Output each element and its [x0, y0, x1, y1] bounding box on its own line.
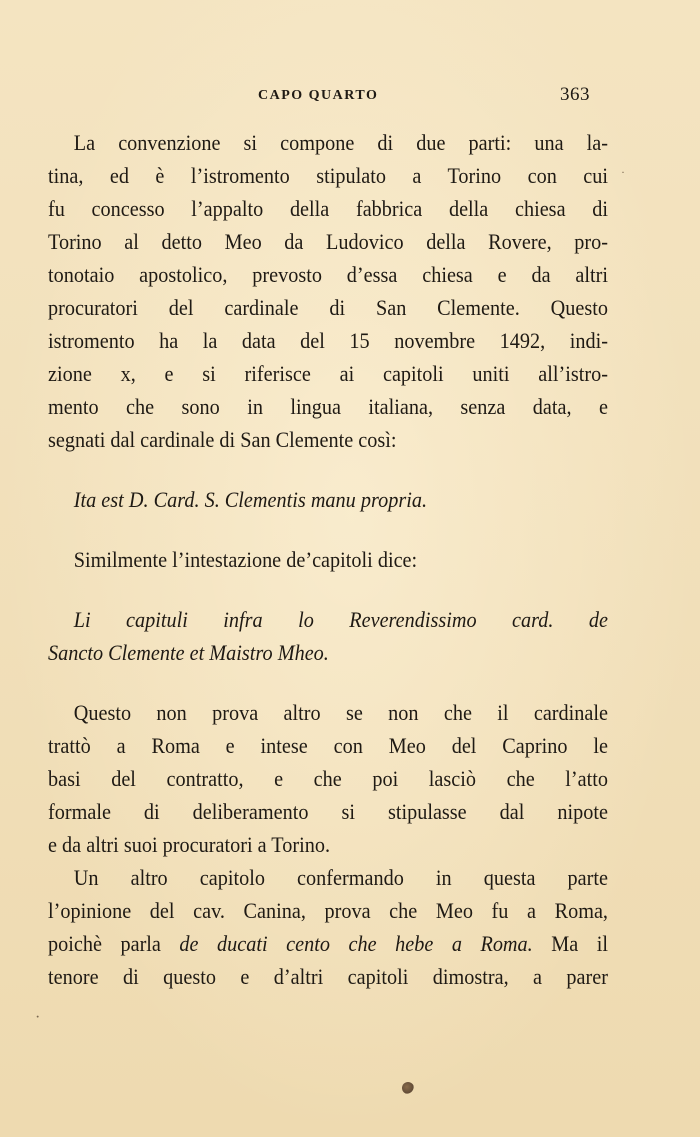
spacing [48, 516, 608, 543]
page-content [48, 126, 608, 993]
spacing [48, 576, 608, 603]
margin-dot-right: · [621, 165, 625, 179]
spacing [48, 456, 608, 483]
spacing [48, 669, 608, 696]
ink-spot [402, 1082, 414, 1094]
text-line: Un altro capitolo confermando in questa parte [73, 865, 608, 890]
paragraph-2 [48, 543, 608, 576]
text-line: istromento ha la data del 15 novembre 1492, indi- [48, 328, 608, 353]
text-line: mento che sono in lingua italiana, senza data, e [48, 394, 608, 419]
page-header [0, 84, 700, 112]
text-segment: Ma il [532, 931, 609, 956]
text-line: La convenzione si compone di due parti: una la- [73, 130, 608, 155]
running-head: CAPO QUARTO [258, 88, 379, 103]
paragraph-4 [48, 861, 608, 993]
text-line: e da altri suoi procuratori a Torino. [48, 832, 331, 857]
quote-line: Li capituli infra lo Reverendissimo card. de [73, 607, 608, 632]
text-line: Questo non prova altro se non che il cardinale [73, 700, 608, 725]
paragraph-1 [48, 126, 608, 456]
quote-2 [48, 603, 608, 669]
text-segment: poichè parla [48, 931, 180, 956]
text-line: segnati dal cardinale di San Clemente così: [48, 427, 397, 452]
text-line: tonotaio apostolico, prevosto d’essa chiesa e da altri [48, 262, 608, 287]
text-line [48, 927, 608, 960]
text-line: trattò a Roma e intese con Meo del Caprino le [48, 733, 608, 758]
quote-1 [48, 483, 608, 516]
text-line: procuratori del cardinale di San Clemente. Questo [48, 295, 608, 320]
page-number: 363 [560, 84, 590, 105]
text-line: Torino al detto Meo da Ludovico della Rovere, pro- [48, 229, 608, 254]
italic-quote: de ducati cento che hebe a Roma. [179, 931, 533, 956]
text-line: zione x, e si riferisce ai capitoli uniti all’istro- [48, 361, 608, 386]
text-line: tenore di questo e d’altri capitoli dimostra, a parer [48, 964, 608, 989]
text-line: Similmente l’intestazione de’capitoli dice: [73, 547, 418, 572]
margin-dot-left: · [35, 1009, 41, 1026]
text-line: formale di deliberamento si stipulasse dal nipote [48, 799, 608, 824]
text-line: basi del contratto, e che poi lasciò che l’atto [48, 766, 608, 791]
paragraph-3 [48, 696, 608, 861]
text-line: tina, ed è l’istromento stipulato a Torino con cui [48, 163, 608, 188]
quote-line: Sancto Clemente et Maistro Mheo. [48, 640, 329, 665]
text-line: fu concesso l’appalto della fabbrica della chiesa di [48, 196, 608, 221]
quote-line: Ita est D. Card. S. Clementis manu propria. [73, 487, 428, 512]
text-line: l’opinione del cav. Canina, prova che Meo fu a Roma, [48, 898, 608, 923]
